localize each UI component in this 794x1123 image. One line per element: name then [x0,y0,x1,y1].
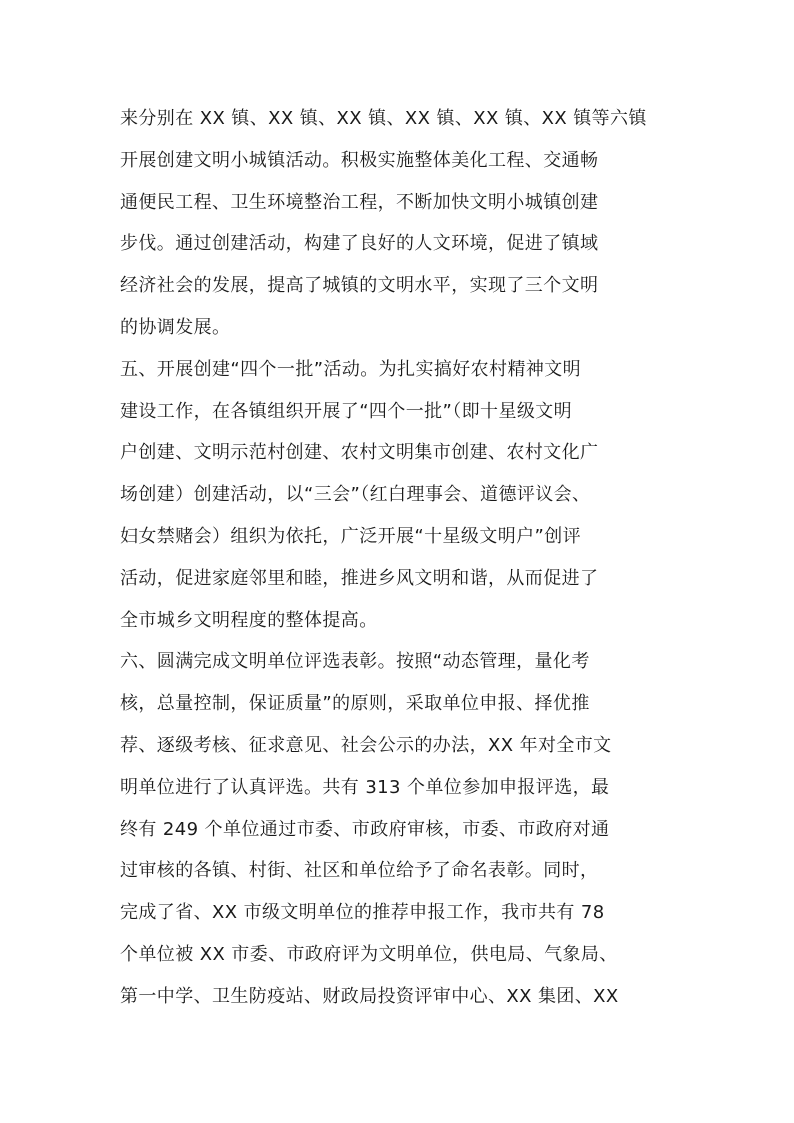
document-body [120,98,676,1018]
text-line: 经济社会的发展，提高了城镇的文明水平，实现了三个文明 [120,275,599,297]
section-heading-line: 六、圆满完成文明单位评选表彰。按照“动态管理，量化考 [120,651,590,673]
text-line: 来分别在 XX 镇、XX 镇、XX 镇、XX 镇、XX 镇、XX 镇等六镇 [120,108,647,129]
text-line: 核，总量控制，保证质量”的原则，采取单位申报、择优推 [120,693,590,715]
text-line: 明单位进行了认真评选。共有 313 个单位参加申报评选，最 [120,776,610,798]
text-line: 户创建、文明示范村创建、农村文明集市创建、农村文化广 [120,442,599,464]
text-line: 第一中学、卫生防疫站、财政局投资评审中心、XX 集团、XX [120,985,619,1007]
text-line: 开展创建文明小城镇活动。积极实施整体美化工程、交通畅 [120,149,599,171]
text-line: 步伐。通过创建活动，构建了良好的人文环境，促进了镇域 [120,233,599,255]
text-line: 场创建）创建活动，以“三会”（红白理事会、道德评议会、 [120,484,591,506]
text-line: 终有 249 个单位通过市委、市政府审核，市委、市政府对通 [120,818,610,840]
text-line: 完成了省、XX 市级文明单位的推荐申报工作，我市共有 78 [120,902,605,924]
text-line: 通便民工程、卫生环境整治工程，不断加快文明小城镇创建 [120,191,599,213]
text-line: 妇女禁赌会）组织为依托，广泛开展“十星级文明户”创评 [120,525,582,547]
text-line: 个单位被 XX 市委、市政府评为文明单位，供电局、气象局、 [120,943,618,965]
text-line: 全市城乡文明程度的整体提高。 [120,609,378,631]
text-line: 活动，促进家庭邻里和睦，推进乡风文明和谐，从而促进了 [120,567,599,589]
text-line: 的协调发展。 [120,316,231,338]
text-line: 荐、逐级考核、征求意见、社会公示的办法，XX 年对全市文 [120,734,612,756]
text-line: 建设工作，在各镇组织开展了“四个一批”（即十星级文明 [120,400,573,422]
text-line: 过审核的各镇、村街、社区和单位给予了命名表彰。同时， [120,860,599,882]
section-heading-line: 五、开展创建“四个一批”活动。为扎实搞好农村精神文明 [120,358,582,380]
